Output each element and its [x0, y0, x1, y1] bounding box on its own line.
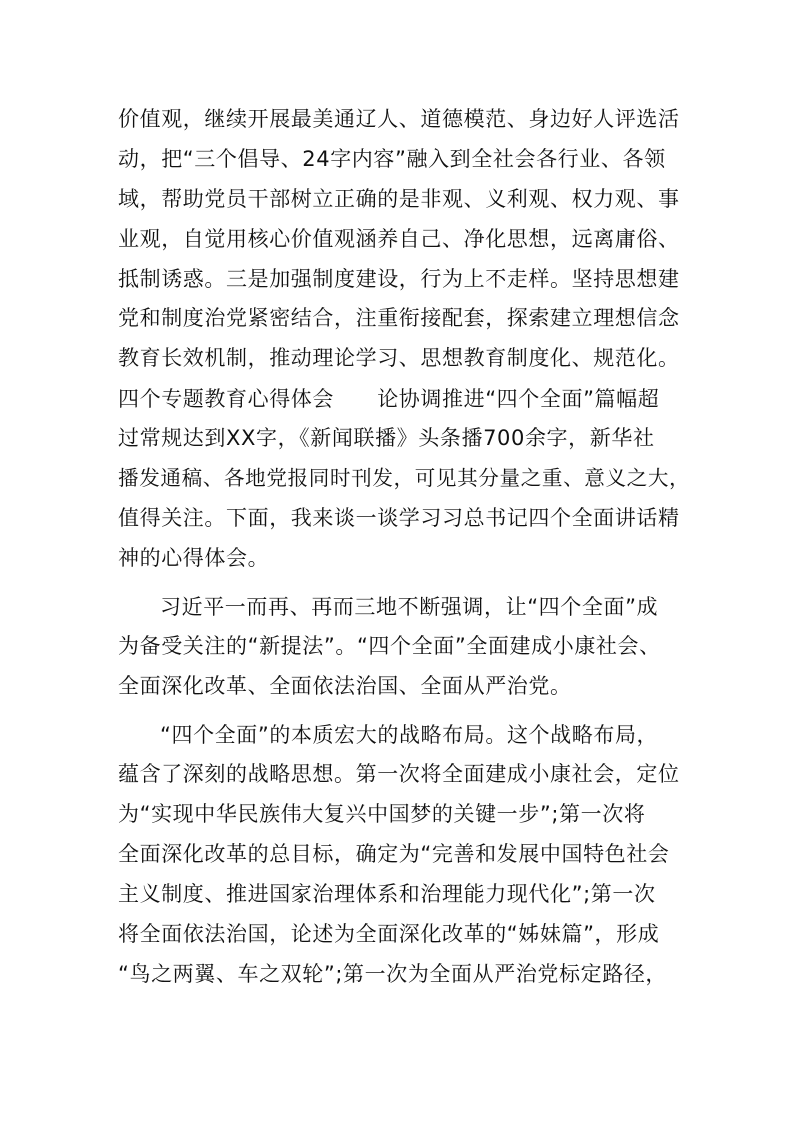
text-line: 抵制诱惑。三是加强制度建设，行为上不走样。坚持思想建 [118, 267, 680, 291]
text-line: 值得关注。下面，我来谈一谈学习习总书记四个全面讲话精 [118, 506, 680, 530]
text-line: 蕴含了深刻的战略思想。第一次将全面建成小康社会，定位 [118, 762, 680, 786]
text-line: 价值观，继续开展最美通辽人、道德模范、身边好人评选活 [118, 107, 680, 131]
text-line: 过常规达到XX字，《新闻联播》头条播700余字，新华社 [118, 426, 655, 450]
text-line: 为备受关注的“新提法”。“四个全面”全面建成小康社会、 [118, 634, 661, 658]
text-line: 域，帮助党员干部树立正确的是非观、义利观、权力观、事 [118, 187, 680, 211]
text-line: 业观，自觉用核心价值观涵养自己、净化思想，远离庸俗、 [118, 227, 680, 251]
text-line: 全面深化改革的总目标，确定为“完善和发展中国特色社会 [118, 842, 670, 866]
text-line: 动，把“三个倡导、24字内容”融入到全社会各行业、各领 [118, 147, 666, 171]
text-line: “鸟之两翼、车之双轮”;第一次为全面从严治党标定路径， [118, 962, 668, 986]
text-line: 播发通稿、各地党报同时刊发，可见其分量之重、意义之大， [118, 466, 691, 490]
text-line: 四个专题教育心得体会 论协调推进“四个全面”篇幅超 [118, 387, 660, 411]
text-line: 党和制度治党紧密结合，注重衔接配套，探索建立理想信念 [118, 306, 680, 330]
text-line: 神的心得体会。 [118, 546, 270, 570]
text-line: 为“实现中华民族伟大复兴中国梦的关键一步”;第一次将 [118, 802, 646, 826]
paragraph-first-line: 习近平一而再、再而三地不断强调，让“四个全面”成 [160, 595, 659, 619]
text-line: 全面深化改革、全面依法治国、全面从严治党。 [118, 674, 572, 698]
text-line: 主义制度、推进国家治理体系和治理能力现代化”;第一次 [118, 882, 656, 906]
text-line: 教育长效机制，推动理论学习、思想教育制度化、规范化。 [118, 346, 680, 370]
paragraph-first-line: “四个全面”的本质宏大的战略布局。这个战略布局， [160, 723, 659, 747]
text-line: 将全面依法治国，论述为全面深化改革的“姊妹篇”，形成 [118, 922, 660, 946]
